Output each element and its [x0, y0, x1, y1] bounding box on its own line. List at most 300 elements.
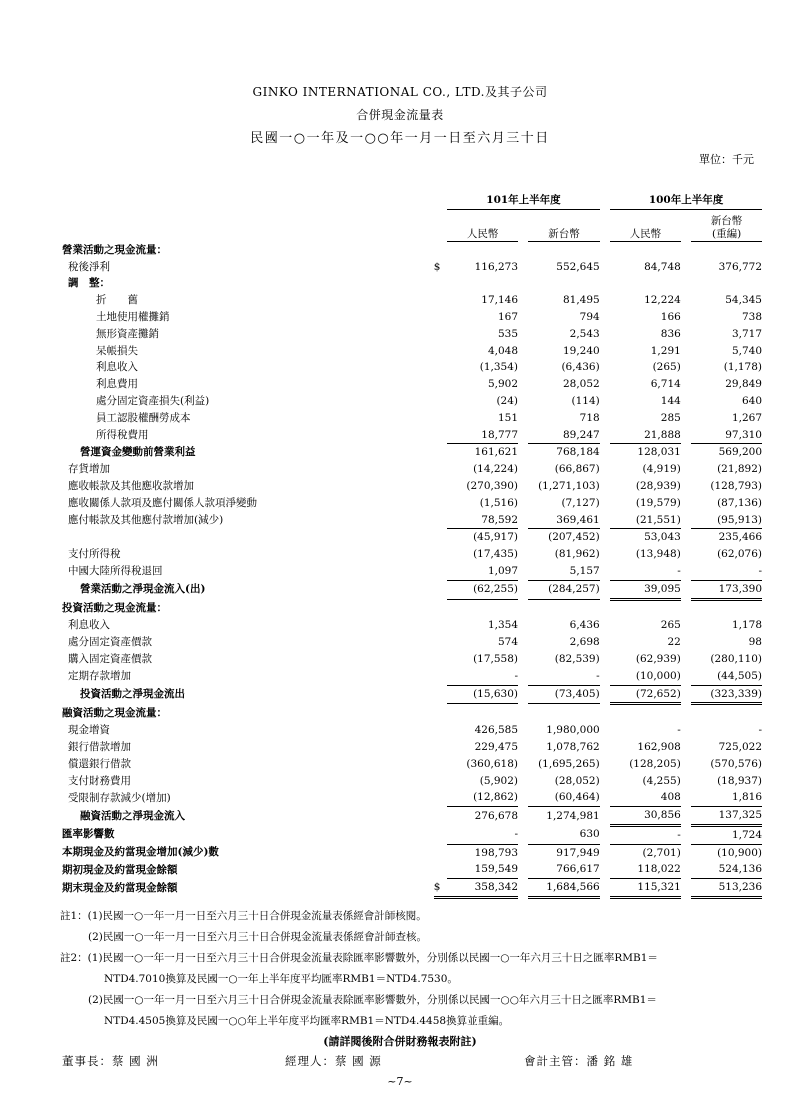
currency-symbol: [434, 444, 448, 461]
row-value: [610, 275, 681, 292]
row-value: 144: [660, 394, 681, 407]
row-label: 處分固定資產損失(利益): [96, 394, 210, 407]
row-label: 中國大陸所得稅退回: [68, 565, 163, 578]
row-value: 1,178: [731, 619, 762, 632]
column-gap: [600, 359, 610, 376]
column-gap: [518, 861, 528, 878]
currency-symbol: $: [434, 879, 448, 898]
column-gap: [518, 739, 528, 756]
currency-symbol: [434, 789, 448, 806]
row-value: [447, 241, 518, 258]
column-gap: [681, 739, 691, 756]
column-group-2011: 100年上半年度: [610, 192, 762, 209]
row-value: 426,585: [474, 724, 519, 737]
row-value: 1,684,566: [528, 879, 599, 898]
row-label: 稅後淨利: [68, 260, 110, 273]
column-gap: [600, 343, 610, 360]
column-gap: [518, 634, 528, 651]
row-value: (14,224): [473, 463, 519, 476]
currency-symbol: [434, 756, 448, 773]
row-value: -: [610, 563, 681, 580]
row-value: -: [758, 724, 762, 737]
row-value: 766,617: [528, 861, 599, 878]
table-row: [62, 309, 762, 326]
row-value: (570,576): [710, 757, 762, 770]
column-gap: [518, 292, 528, 309]
row-value: [528, 599, 599, 617]
currency-symbol: [434, 359, 448, 376]
row-label: 償還銀行借款: [68, 757, 131, 770]
row-value: (1,695,265): [538, 757, 600, 770]
row-label: 受限制存款減少(增加): [68, 791, 171, 804]
currency-symbol: [434, 275, 448, 292]
column-gap: [518, 309, 528, 326]
row-label: 期末現金及約當現金餘額: [62, 881, 178, 894]
column-gap: [600, 444, 610, 461]
table-row: [62, 773, 762, 790]
row-value: 18,777: [447, 427, 518, 444]
table-row: [62, 685, 762, 704]
row-label: 無形資產攤銷: [96, 327, 159, 340]
note-1b: (2)民國一○一年一月一日至六月三十日合併現金流量表係經會計師查核。: [88, 931, 428, 943]
column-gap: [600, 410, 610, 427]
row-value: 29,849: [725, 378, 762, 391]
cash-flow-table: [62, 192, 762, 899]
column-gap: [681, 756, 691, 773]
row-value: 89,247: [528, 427, 599, 444]
column-gap: [518, 773, 528, 790]
row-value: (128,793): [710, 479, 762, 492]
column-gap: [600, 773, 610, 790]
column-gap: [681, 410, 691, 427]
column-gap: [600, 789, 610, 806]
row-value: 524,136: [691, 861, 762, 878]
row-value: (1,178): [723, 361, 762, 374]
column-gap: [518, 704, 528, 722]
column-gap: [681, 495, 691, 512]
currency-symbol: [434, 478, 448, 495]
row-value: 116,273: [474, 260, 519, 273]
currency-symbol: [434, 495, 448, 512]
column-gap: [681, 617, 691, 634]
row-value: (82,539): [554, 652, 600, 665]
row-label: 匯率影響數: [62, 828, 115, 841]
row-value: [691, 275, 762, 292]
column-gap: [681, 599, 691, 617]
column-gap: [518, 844, 528, 861]
header-currency-row: [62, 209, 762, 241]
row-value: 12,224: [644, 294, 681, 307]
currency-symbol: [434, 685, 448, 704]
row-value: 2,698: [569, 636, 600, 649]
column-gap: [518, 529, 528, 546]
currency-symbol: [434, 844, 448, 861]
row-value: 159,549: [447, 861, 518, 878]
table-row: [62, 495, 762, 512]
currency-symbol: [434, 722, 448, 739]
column-gap: [681, 359, 691, 376]
row-value: [447, 275, 518, 292]
column-gap: [681, 241, 691, 258]
row-value: (73,405): [528, 685, 599, 704]
row-value: 718: [579, 411, 600, 424]
row-value: 118,022: [610, 861, 681, 878]
note-2a-line1: 註2：(1)民國一○一年一月一日至六月三十日合併現金流量表除匯率影響數外，分別係以民國一○一年六月三十日之匯率RMB1＝: [60, 952, 658, 964]
column-ntd-2011: [691, 209, 762, 241]
column-gap: [600, 309, 610, 326]
row-label: 購入固定資產價款: [68, 652, 152, 665]
row-value: 768,184: [556, 446, 600, 459]
row-label: 土地使用權攤銷: [96, 310, 170, 323]
column-gap: [600, 427, 610, 444]
row-value: (7,127): [561, 496, 600, 509]
currency-symbol: [434, 668, 448, 685]
column-gap: [681, 651, 691, 668]
row-value: 1,980,000: [546, 724, 600, 737]
table-row: [62, 879, 762, 898]
column-gap: [600, 668, 610, 685]
column-gap: [518, 410, 528, 427]
row-label: 融資活動之現金流量：: [62, 706, 167, 719]
column-gap: [518, 685, 528, 704]
currency-symbol: [434, 825, 448, 844]
row-value: -: [447, 825, 518, 844]
row-value: -: [610, 825, 681, 844]
row-value: (265): [652, 361, 681, 374]
chairman-signature: 董事長：蔡 國 洲: [62, 1054, 159, 1068]
unit-label: 單位：千元: [699, 153, 754, 166]
row-label: 定期存款增加: [68, 669, 131, 682]
row-value: 630: [528, 825, 599, 844]
column-gap: [518, 756, 528, 773]
row-value: (13,948): [635, 548, 681, 561]
table-row: [62, 326, 762, 343]
row-value: [528, 241, 599, 258]
currency-symbol: [434, 617, 448, 634]
column-gap: [600, 704, 610, 722]
row-value: (18,937): [717, 774, 762, 787]
row-value: 1,097: [447, 563, 518, 580]
row-value: 229,475: [474, 740, 519, 753]
row-value: 574: [497, 636, 519, 649]
row-value: (62,939): [635, 652, 681, 665]
currency-symbol: [434, 461, 448, 478]
row-value: [610, 241, 681, 258]
note-2a-line2: NTD4.7010換算及民國一○一年上半年度平均匯率RMB1＝NTD4.7530。: [104, 973, 458, 985]
column-gap: [600, 376, 610, 393]
row-value: (207,452): [548, 531, 600, 544]
row-value: 513,236: [691, 879, 762, 898]
row-value: 640: [741, 394, 762, 407]
column-gap: [681, 704, 691, 722]
column-gap: [681, 825, 691, 844]
column-ntd-2011-line2: (重編): [711, 227, 742, 240]
currency-symbol: [434, 651, 448, 668]
currency-symbol: [434, 599, 448, 617]
column-gap: [600, 241, 610, 258]
row-value: [528, 275, 599, 292]
row-value: (24): [496, 394, 519, 407]
column-gap: [518, 668, 528, 685]
currency-symbol: [434, 326, 448, 343]
note-2b-line1: (2)民國一○一年一月一日至六月三十日合併現金流量表除匯率影響數外，分別係以民國一○○年六月三十日之匯率RMB1＝: [88, 994, 657, 1006]
row-value: [691, 241, 762, 258]
column-gap: [681, 563, 691, 580]
row-value: 5,157: [528, 563, 599, 580]
column-gap: [518, 512, 528, 529]
column-gap: [518, 599, 528, 617]
row-value: 408: [610, 789, 681, 806]
table-row: [62, 343, 762, 360]
currency-symbol: [434, 393, 448, 410]
row-value: 30,856: [610, 807, 681, 826]
table-row: [62, 704, 762, 722]
row-value: 166: [660, 310, 681, 323]
row-value: (87,136): [717, 496, 762, 509]
column-gap: [681, 634, 691, 651]
column-gap: [681, 512, 691, 529]
table-row: [62, 634, 762, 651]
column-gap: [681, 789, 691, 806]
column-gap: [681, 879, 691, 898]
column-gap: [518, 478, 528, 495]
column-gap: [518, 259, 528, 276]
table-row: [62, 546, 762, 563]
row-value: (6,436): [561, 361, 600, 374]
row-value: (60,464): [528, 789, 599, 806]
column-gap: [518, 393, 528, 410]
row-value: (2,701): [642, 846, 681, 859]
column-group-2012: 101年上半年度: [447, 192, 599, 209]
row-value: (21,551): [610, 512, 681, 529]
row-value: 836: [660, 327, 681, 340]
column-gap: [600, 393, 610, 410]
column-gap: [681, 461, 691, 478]
column-gap: [518, 376, 528, 393]
row-value: (21,892): [717, 463, 762, 476]
currency-symbol: [434, 529, 448, 546]
table-row: [62, 807, 762, 826]
row-value: (1,354): [479, 361, 519, 374]
row-value: -: [691, 563, 762, 580]
row-value: (10,900): [717, 846, 762, 859]
column-gap: [681, 393, 691, 410]
column-gap: [600, 807, 610, 826]
column-gap: [681, 444, 691, 461]
column-gap: [681, 807, 691, 826]
company-name: GINKO INTERNATIONAL CO., LTD.及其子公司: [252, 85, 548, 99]
column-gap: [518, 461, 528, 478]
row-value: (280,110): [710, 652, 762, 665]
currency-symbol: [434, 563, 448, 580]
row-value: 161,621: [474, 446, 519, 459]
currency-symbol: [434, 241, 448, 258]
table-row: [62, 241, 762, 258]
table-row: [62, 599, 762, 617]
row-value: 2,543: [569, 327, 600, 340]
column-gap: [600, 478, 610, 495]
row-value: 235,466: [718, 531, 762, 544]
currency-symbol: [434, 512, 448, 529]
table-row: [62, 275, 762, 292]
row-label: 呆帳損失: [96, 344, 138, 357]
row-value: [447, 704, 518, 722]
column-gap: [518, 617, 528, 634]
row-label: 營運資金變動前營業利益: [80, 446, 196, 459]
row-label: [62, 529, 434, 546]
row-value: 276,678: [474, 809, 519, 822]
header-group-row: [62, 192, 762, 209]
row-label: 投資活動之淨現金流出: [80, 688, 185, 701]
table-row: [62, 478, 762, 495]
row-label: 折 舊: [96, 294, 138, 307]
row-value: (1,516): [479, 496, 519, 509]
column-gap: [600, 825, 610, 844]
row-label: 營業活動之淨現金流入(出): [80, 583, 206, 596]
row-value: 725,022: [718, 740, 762, 753]
row-value: 1,724: [691, 825, 762, 844]
column-gap: [518, 807, 528, 826]
row-value: 19,240: [562, 344, 600, 357]
column-gap: [681, 326, 691, 343]
row-value: [691, 599, 762, 617]
column-gap: [681, 427, 691, 444]
row-value: (45,917): [473, 531, 519, 544]
row-value: 78,592: [447, 512, 518, 529]
column-gap: [600, 756, 610, 773]
table-row: [62, 359, 762, 376]
row-value: (17,435): [473, 548, 519, 561]
row-value: [610, 704, 681, 722]
row-value: 369,461: [528, 512, 599, 529]
row-label: 投資活動之現金流量：: [62, 601, 167, 614]
row-value: (19,579): [635, 496, 681, 509]
row-value: 22: [667, 636, 681, 649]
accountant-signature: 會計主管：潘 銘 雄: [524, 1054, 634, 1068]
row-label: 利息收入: [68, 619, 110, 632]
currency-symbol: [434, 427, 448, 444]
column-gap: [518, 343, 528, 360]
row-value: (270,390): [466, 479, 519, 492]
column-gap: [518, 580, 528, 599]
row-label: 利息費用: [96, 378, 138, 391]
page-number: ~7~: [387, 1075, 413, 1088]
row-value: 162,908: [637, 740, 681, 753]
column-gap: [518, 275, 528, 292]
row-value: (44,505): [691, 668, 762, 685]
currency-symbol: [434, 309, 448, 326]
currency-symbol: [434, 343, 448, 360]
column-gap: [600, 580, 610, 599]
column-gap: [681, 580, 691, 599]
row-value: (62,255): [447, 580, 518, 599]
table-row: [62, 651, 762, 668]
table-row: [62, 739, 762, 756]
row-label: 營業活動之現金流量：: [62, 243, 167, 256]
table-row: [62, 563, 762, 580]
column-gap: [518, 879, 528, 898]
row-value: 84,748: [644, 260, 681, 273]
column-gap: [600, 844, 610, 861]
row-value: 569,200: [718, 446, 762, 459]
row-value: 285: [660, 411, 681, 424]
row-value: (4,255): [642, 774, 681, 787]
row-value: (128,205): [629, 757, 681, 770]
row-value: 173,390: [691, 580, 762, 599]
column-gap: [600, 292, 610, 309]
column-gap: [681, 773, 691, 790]
row-value: 81,495: [562, 294, 600, 307]
row-label: 應收關係人款項及應付關係人款項淨變動: [68, 496, 257, 509]
row-value: 6,714: [650, 378, 681, 391]
row-value: 5,902: [487, 378, 519, 391]
row-value: (12,862): [447, 789, 518, 806]
row-label: 利息收入: [96, 361, 138, 374]
row-label: 存貨增加: [68, 463, 110, 476]
row-value: 6,436: [569, 619, 600, 632]
row-value: 54,345: [725, 294, 762, 307]
row-value: 1,267: [731, 411, 762, 424]
column-gap: [681, 343, 691, 360]
row-value: 738: [741, 310, 762, 323]
table-row: [62, 617, 762, 634]
column-gap: [600, 599, 610, 617]
column-gap: [600, 861, 610, 878]
row-value: 137,325: [691, 807, 762, 826]
row-value: 97,310: [691, 427, 762, 444]
table-row: [62, 861, 762, 878]
row-value: (10,000): [610, 668, 681, 685]
column-gap: [600, 879, 610, 898]
row-value: 151: [497, 411, 519, 424]
column-gap: [681, 844, 691, 861]
currency-symbol: [434, 376, 448, 393]
row-value: 4,048: [487, 344, 519, 357]
column-gap: [681, 478, 691, 495]
column-gap: [518, 359, 528, 376]
column-gap: [600, 495, 610, 512]
table-row: [62, 410, 762, 427]
column-gap: [600, 617, 610, 634]
row-label: 員工認股權酬勞成本: [96, 411, 191, 424]
row-label: 處分固定資產價款: [68, 636, 152, 649]
column-gap: [600, 722, 610, 739]
table-row: [62, 668, 762, 685]
row-label: 期初現金及約當現金餘額: [62, 863, 178, 876]
column-gap: [518, 563, 528, 580]
column-gap: [681, 309, 691, 326]
row-value: (284,257): [528, 580, 599, 599]
currency-symbol: [434, 580, 448, 599]
row-label: 支付所得稅: [68, 548, 121, 561]
row-value: (5,902): [479, 774, 519, 787]
row-value: 265: [660, 619, 681, 632]
row-value: 128,031: [637, 446, 681, 459]
row-value: 794: [579, 310, 600, 323]
column-gap: [600, 259, 610, 276]
row-label: 支付財務費用: [68, 774, 131, 787]
note-2b-line2: NTD4.4505換算及民國一○○年上半年度平均匯率RMB1＝NTD4.4458換算並重編。: [104, 1015, 510, 1027]
column-gap: [600, 651, 610, 668]
table-row: [62, 580, 762, 599]
row-value: 376,772: [718, 260, 762, 273]
row-value: (62,076): [717, 548, 762, 561]
statement-title: 合併現金流量表: [356, 108, 444, 122]
table-row: [62, 393, 762, 410]
column-gap: [518, 651, 528, 668]
table-row: [62, 461, 762, 478]
row-value: [447, 599, 518, 617]
